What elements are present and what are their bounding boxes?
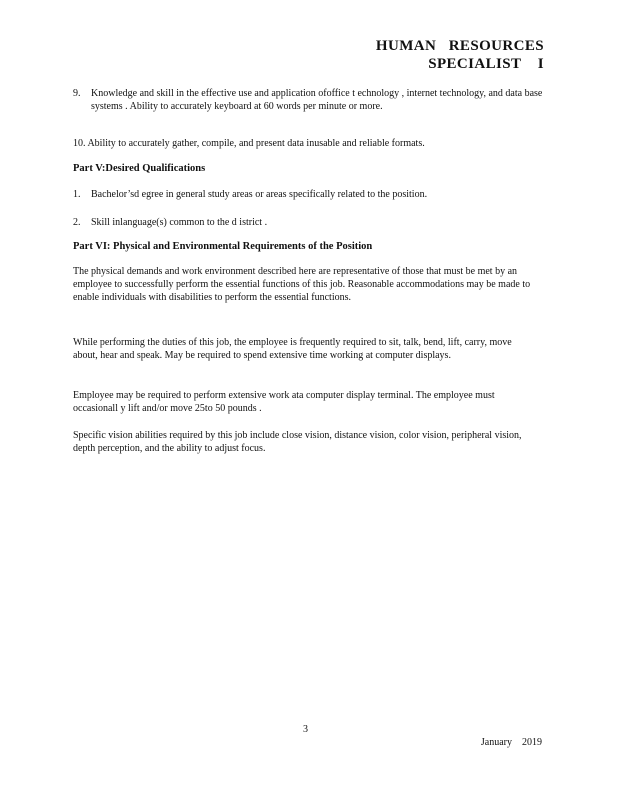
item-number: 9. — [73, 88, 81, 99]
item-text: Ability to accurately gather, compile, and present data inusable and reliable formats. — [87, 138, 425, 149]
paragraph-vision: Specific vision abilities required by this job include close vision, distance vision, color vision, peripheral vision, depth perception, and the ability to adjust focus. — [73, 430, 522, 454]
list-item-qual-1 — [73, 188, 545, 201]
item-number: 2. — [73, 217, 81, 228]
item-number: 1. — [73, 189, 81, 200]
paragraph-computer-work: Employee may be required to perform extensive work ata computer display terminal. The employee must occasionall y lift and/or move 25to 50 pounds . — [73, 390, 495, 414]
item-text: Skill inlanguage(s) common to the d istrict . — [91, 217, 268, 228]
footer-date: January 2019 — [480, 737, 542, 748]
item-text: Bachelor’sd egree in general study areas or areas specifically related to the position. — [91, 189, 428, 200]
list-item-9 — [73, 87, 545, 113]
list-item-qual-2 — [73, 216, 545, 229]
title-line-1: HUMAN RESOURCES — [375, 38, 544, 54]
paragraph-physical-demands: The physical demands and work environment described here are representative of those that must be met by an employee to successfully perform the essential functions of this job. Reasonable accommodations may be made to enable individuals with disabilities to perform the essential functions. — [73, 266, 531, 303]
title-line-2: SPECIALIST I — [428, 56, 544, 72]
item-text: Knowledge and skill in the effective use and application ofoffice t echnology , internet technology, and data base systems . Ability to accurately keyboard at 60 words per minute or more. — [91, 88, 543, 112]
document-title — [376, 37, 544, 73]
section-heading-part-5: Part V:Desired Qualifications — [73, 163, 206, 174]
page-number: 3 — [303, 724, 308, 735]
list-item-10 — [73, 137, 545, 150]
paragraph-duties: While performing the duties of this job, the employee is frequently required to sit, talk, bend, lift, carry, move about, hear and speak. May be required to spend extensive time working at computer displays. — [73, 337, 512, 361]
section-heading-part-6: Part VI: Physical and Environmental Requirements of the Position — [73, 241, 373, 252]
item-number: 10. — [73, 138, 86, 149]
